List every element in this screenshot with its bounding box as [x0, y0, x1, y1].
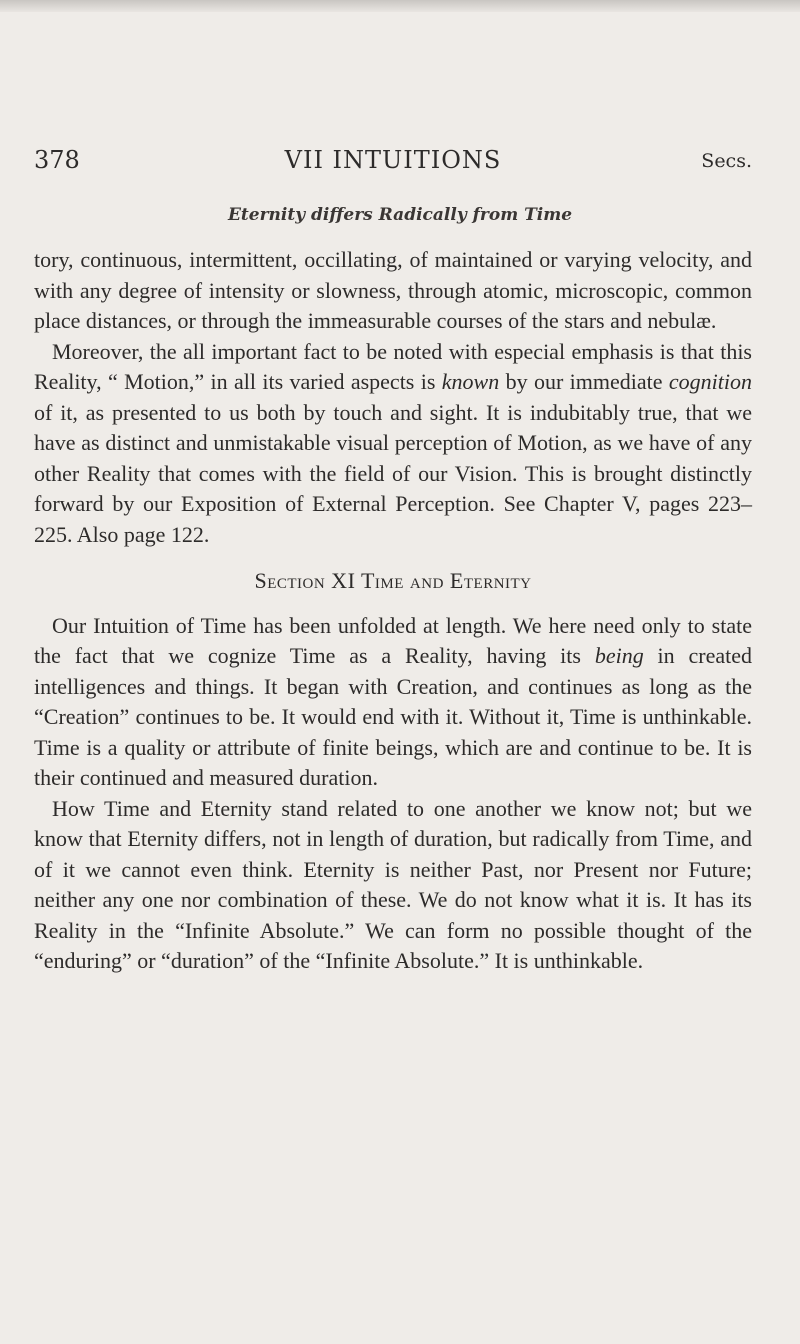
text-run: in created intelligences and things. It began with Creation, and continues as long as the “Creation” continues to be. It would end with it. Without it, Time is unthinkable. Time is a quality or attribute of finite beings, which are and continue to be. It is their continued and measured duration. — [34, 643, 753, 790]
text-run: Moreover, the all important fact to be noted with especial emphasis is that this Reality, “ Motion,” in all its varied aspects is — [34, 338, 752, 394]
running-header — [34, 140, 752, 184]
running-title: VII INTUITIONS — [284, 146, 502, 174]
paragraph-time — [34, 611, 752, 794]
page-number: 378 — [34, 146, 80, 174]
text-run: by our immediate — [499, 369, 669, 394]
emphasis-cognition: cognition — [668, 369, 752, 394]
paragraph-motion — [34, 337, 752, 551]
emphasis-being: being — [594, 643, 644, 668]
body-text — [34, 245, 752, 977]
text-run: of it, as presented to us both by touch and sight. It is indubitably true, that we have as distinct and unmistakable visual perception of Motion, as we have of any other Reality that comes with the field of our Vision. This is brought distinctly forward by our Exposition of External Perception. See Chapter V, pages 223–225. Also page 122. — [34, 399, 752, 547]
gothic-subhead: Eternity differs Radically from Time — [227, 205, 573, 225]
section-heading: Section XI Time and Eternity — [254, 568, 532, 593]
page-top-edge — [0, 0, 800, 12]
paragraph-eternity: How Time and Eternity stand related to one another we know not; but we know that Eternity differs, not in length of duration, but radically from Time, and of it we cannot even think. Eternity is neither Past, nor Present nor Future; neither any one nor combination of these. We do not know what it is. It has its Reality in the “Infinite Absolute.” We can form no possible thought of the “enduring” or “duration” of the “Infinite Absolute.” It is unthinkable. — [34, 795, 752, 973]
secs-label: Secs. — [701, 150, 752, 172]
text-run: Our Intuition of Time has been unfolded at length. We here need only to state the fact that we cognize Time as a Reality, having its — [34, 612, 752, 668]
emphasis-known: known — [441, 369, 500, 394]
paragraph-continuation: tory, continuous, intermittent, occillating, of maintained or varying velocity, and with any degree of intensity or slowness, through atomic, microscopic, common place distances, or through the immeasurable courses of the stars and nebulæ. — [34, 247, 752, 333]
